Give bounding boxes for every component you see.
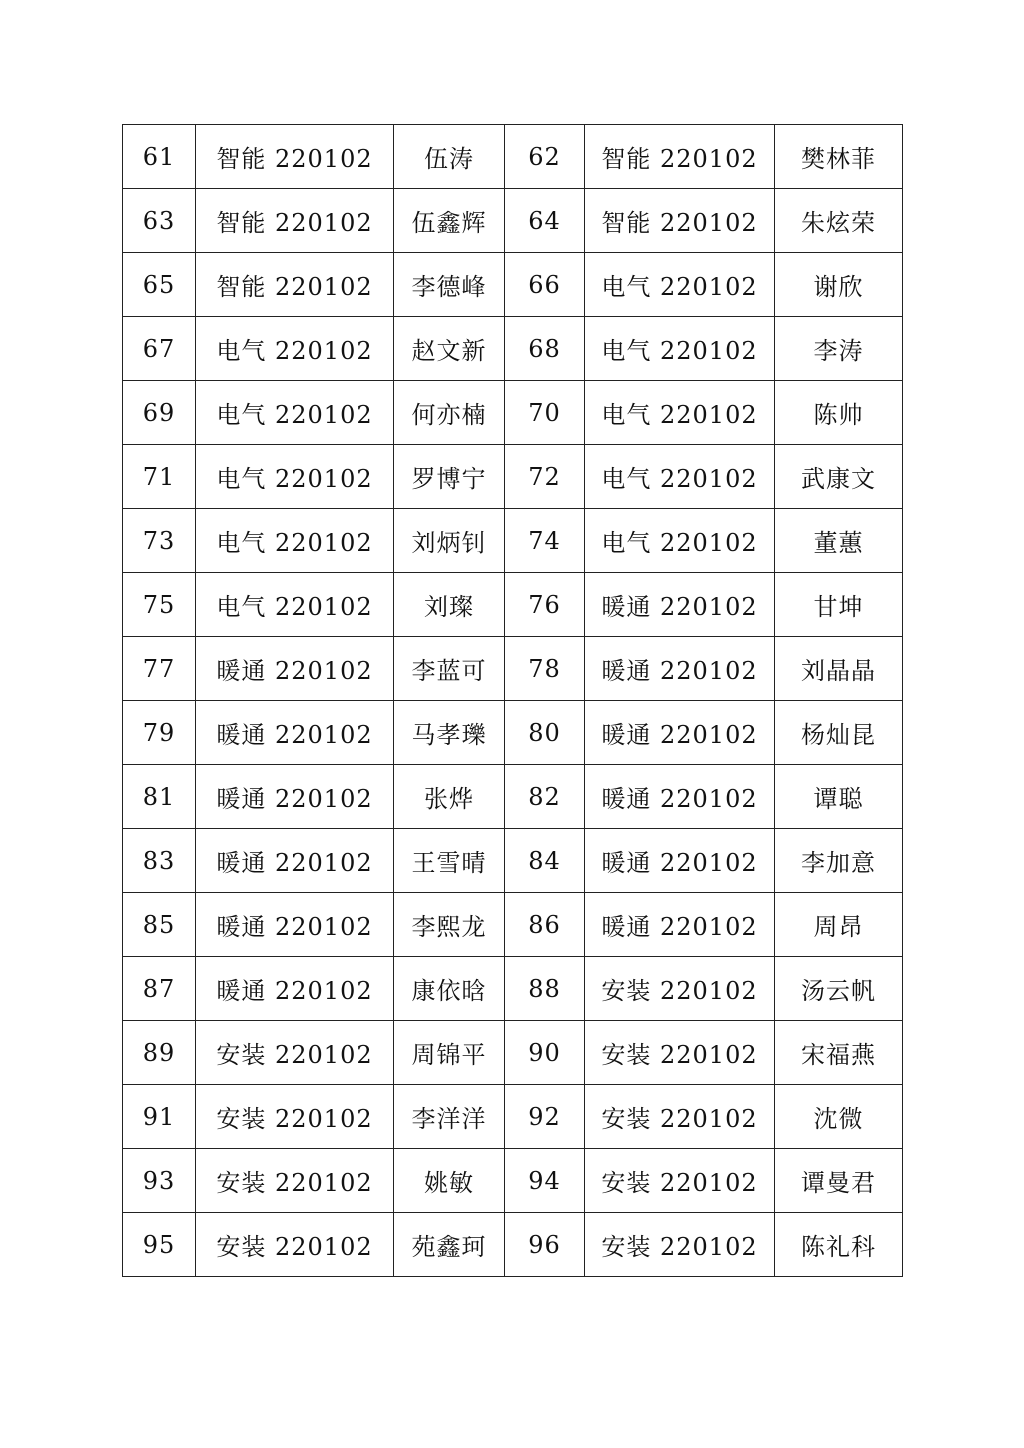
class-cell: 智能 220102	[196, 125, 394, 189]
class-cell: 电气 220102	[585, 381, 775, 445]
table-row	[123, 765, 903, 829]
class-cell: 暖通 220102	[196, 957, 394, 1021]
student-number-cell: 84	[505, 829, 585, 893]
table-row	[123, 317, 903, 381]
student-number-cell: 66	[505, 253, 585, 317]
table-row	[123, 381, 903, 445]
class-cell: 安装 220102	[585, 1085, 775, 1149]
class-cell: 智能 220102	[585, 125, 775, 189]
table-row	[123, 893, 903, 957]
student-name-cell: 周昂	[775, 893, 903, 957]
student-number-cell: 88	[505, 957, 585, 1021]
class-cell: 暖通 220102	[196, 701, 394, 765]
student-number-cell: 90	[505, 1021, 585, 1085]
class-cell: 暖通 220102	[196, 637, 394, 701]
student-name-cell: 谭聪	[775, 765, 903, 829]
student-number-cell: 91	[123, 1085, 196, 1149]
student-number-cell: 92	[505, 1085, 585, 1149]
student-name-cell: 王雪晴	[394, 829, 505, 893]
student-name-cell: 董蕙	[775, 509, 903, 573]
class-cell: 电气 220102	[196, 381, 394, 445]
student-name-cell: 姚敏	[394, 1149, 505, 1213]
student-name-cell: 谭曼君	[775, 1149, 903, 1213]
student-name-cell: 朱炫荣	[775, 189, 903, 253]
student-number-cell: 68	[505, 317, 585, 381]
table-row	[123, 829, 903, 893]
student-name-cell: 陈礼科	[775, 1213, 903, 1277]
class-cell: 暖通 220102	[585, 637, 775, 701]
student-name-cell: 周锦平	[394, 1021, 505, 1085]
student-number-cell: 71	[123, 445, 196, 509]
student-name-cell: 刘炳钊	[394, 509, 505, 573]
student-name-cell: 伍涛	[394, 125, 505, 189]
student-number-cell: 69	[123, 381, 196, 445]
student-name-cell: 甘坤	[775, 573, 903, 637]
class-cell: 安装 220102	[196, 1149, 394, 1213]
class-cell: 暖通 220102	[585, 573, 775, 637]
student-number-cell: 64	[505, 189, 585, 253]
student-name-cell: 沈微	[775, 1085, 903, 1149]
class-cell: 暖通 220102	[585, 893, 775, 957]
table-row	[123, 189, 903, 253]
class-cell: 电气 220102	[585, 445, 775, 509]
student-roster-table	[122, 124, 903, 1277]
student-name-cell: 刘璨	[394, 573, 505, 637]
student-name-cell: 赵文新	[394, 317, 505, 381]
student-number-cell: 62	[505, 125, 585, 189]
student-number-cell: 72	[505, 445, 585, 509]
student-name-cell: 李德峰	[394, 253, 505, 317]
student-name-cell: 汤云帆	[775, 957, 903, 1021]
student-number-cell: 94	[505, 1149, 585, 1213]
class-cell: 安装 220102	[585, 1149, 775, 1213]
table-row	[123, 445, 903, 509]
student-number-cell: 82	[505, 765, 585, 829]
class-cell: 暖通 220102	[585, 829, 775, 893]
class-cell: 安装 220102	[585, 1021, 775, 1085]
class-cell: 暖通 220102	[196, 765, 394, 829]
class-cell: 智能 220102	[196, 253, 394, 317]
student-name-cell: 张烨	[394, 765, 505, 829]
student-name-cell: 何亦楠	[394, 381, 505, 445]
student-number-cell: 95	[123, 1213, 196, 1277]
class-cell: 电气 220102	[585, 317, 775, 381]
table-row	[123, 701, 903, 765]
student-number-cell: 73	[123, 509, 196, 573]
student-name-cell: 谢欣	[775, 253, 903, 317]
student-number-cell: 77	[123, 637, 196, 701]
class-cell: 智能 220102	[196, 189, 394, 253]
class-cell: 安装 220102	[196, 1021, 394, 1085]
student-name-cell: 陈帅	[775, 381, 903, 445]
table-row	[123, 1085, 903, 1149]
student-number-cell: 75	[123, 573, 196, 637]
student-number-cell: 76	[505, 573, 585, 637]
student-name-cell: 苑鑫珂	[394, 1213, 505, 1277]
class-cell: 电气 220102	[196, 509, 394, 573]
student-number-cell: 81	[123, 765, 196, 829]
student-name-cell: 李蓝可	[394, 637, 505, 701]
class-cell: 电气 220102	[196, 317, 394, 381]
student-name-cell: 刘晶晶	[775, 637, 903, 701]
student-name-cell: 李涛	[775, 317, 903, 381]
student-number-cell: 63	[123, 189, 196, 253]
table-row	[123, 637, 903, 701]
class-cell: 安装 220102	[196, 1085, 394, 1149]
student-number-cell: 65	[123, 253, 196, 317]
class-cell: 安装 220102	[585, 957, 775, 1021]
student-name-cell: 武康文	[775, 445, 903, 509]
student-number-cell: 67	[123, 317, 196, 381]
student-number-cell: 79	[123, 701, 196, 765]
table-row	[123, 573, 903, 637]
student-number-cell: 78	[505, 637, 585, 701]
student-name-cell: 马孝瓅	[394, 701, 505, 765]
class-cell: 电气 220102	[585, 509, 775, 573]
table-row	[123, 1149, 903, 1213]
student-name-cell: 杨灿昆	[775, 701, 903, 765]
student-name-cell: 李加意	[775, 829, 903, 893]
student-number-cell: 93	[123, 1149, 196, 1213]
table-row	[123, 253, 903, 317]
student-name-cell: 伍鑫辉	[394, 189, 505, 253]
student-name-cell: 李熙龙	[394, 893, 505, 957]
student-number-cell: 85	[123, 893, 196, 957]
student-number-cell: 96	[505, 1213, 585, 1277]
table-row	[123, 1213, 903, 1277]
class-cell: 电气 220102	[196, 445, 394, 509]
class-cell: 安装 220102	[585, 1213, 775, 1277]
class-cell: 暖通 220102	[196, 893, 394, 957]
student-number-cell: 80	[505, 701, 585, 765]
class-cell: 暖通 220102	[585, 765, 775, 829]
table-row	[123, 1021, 903, 1085]
class-cell: 暖通 220102	[196, 829, 394, 893]
student-name-cell: 宋福燕	[775, 1021, 903, 1085]
class-cell: 安装 220102	[196, 1213, 394, 1277]
student-number-cell: 61	[123, 125, 196, 189]
table-row	[123, 957, 903, 1021]
class-cell: 电气 220102	[196, 573, 394, 637]
table-row	[123, 509, 903, 573]
student-number-cell: 70	[505, 381, 585, 445]
student-name-cell: 李洋洋	[394, 1085, 505, 1149]
class-cell: 暖通 220102	[585, 701, 775, 765]
student-number-cell: 83	[123, 829, 196, 893]
student-number-cell: 74	[505, 509, 585, 573]
student-number-cell: 86	[505, 893, 585, 957]
class-cell: 电气 220102	[585, 253, 775, 317]
class-cell: 智能 220102	[585, 189, 775, 253]
student-name-cell: 康依晗	[394, 957, 505, 1021]
table-row	[123, 125, 903, 189]
student-number-cell: 89	[123, 1021, 196, 1085]
student-name-cell: 樊林菲	[775, 125, 903, 189]
roster-body	[123, 125, 903, 1277]
student-name-cell: 罗博宁	[394, 445, 505, 509]
student-number-cell: 87	[123, 957, 196, 1021]
